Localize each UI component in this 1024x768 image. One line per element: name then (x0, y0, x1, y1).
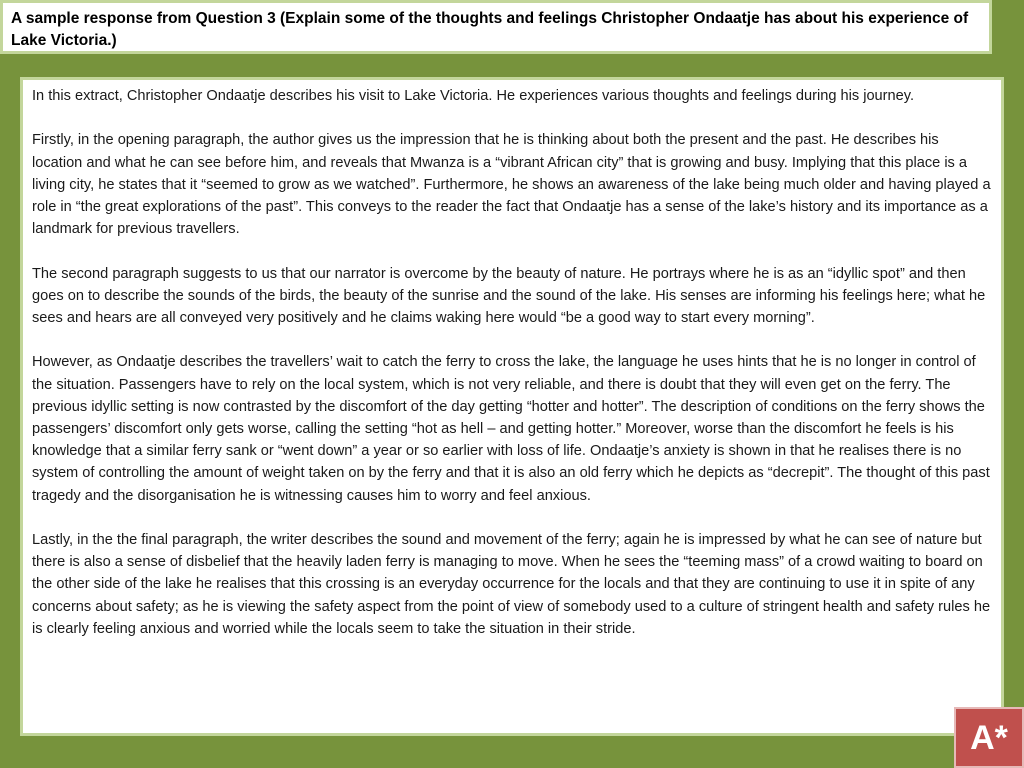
question-title-box (0, 0, 992, 54)
response-paragraph-last: Lastly, in the the final paragraph, the writer describes the sound and movement of the ferry; again he is impressed by what he can see of nature but there is also a sense of disbelief that the heavily laden ferry is managing to move. When he sees the “teeming mass” of a crowd waiting to board on the other side of the lake he realises that this crossing is an everyday occurrence for the locals and that they are continuing to use it in spite of any concerns about safety; as he is viewing the safety aspect from the point of view of somebody used to a culture of stringent health and safety rules he is clearly feeling anxious and worried while the locals seem to take the situation in their stride. (32, 532, 991, 637)
question-title: A sample response from Question 3 (Explain some of the thoughts and feelings Christopher Ondaatje has about his experience of Lake Victoria.) (11, 10, 969, 49)
sample-response-box (20, 77, 1004, 736)
grade-badge (954, 707, 1024, 768)
response-paragraph-intro: In this extract, Christopher Ondaatje describes his visit to Lake Victoria. He experiences various thoughts and feelings during his journey. (32, 88, 915, 104)
response-paragraph-first: Firstly, in the opening paragraph, the author gives us the impression that he is thinking about both the present and the past. He describes his location and what he can see before him, and reveals that Mwanza is a “vibrant African city” that is growing and busy. Implying that this place is a living city, he states that it “seemed to grow as we watched”. Furthermore, he shows an awareness of the lake being much older and having played a role in “the great explorations of the past”. This conveys to the reader the fact that Ondaatje has a sense of the lake’s history and its importance as a landmark for previous travellers. (32, 132, 991, 238)
response-paragraph-third: However, as Ondaatje describes the travellers’ wait to catch the ferry to cross the lake, the language he uses hints that he is no longer in control of the situation. Passengers have to rely on the local system, which is not very reliable, and there is doubt that they will even get on the ferry. The previous idyllic setting is now contrasted by the discomfort of the day getting “hotter and hotter”. The description of conditions on the ferry shows the passengers’ discomfort only gets worse, calling the setting “hot as hell – and getting hotter.” Moreover, worse than the discomfort he feels is his knowledge that a similar ferry sank or “went down” a year or so earlier with loss of life. Ondaatje’s anxiety is shown in that he realises there is no system of controlling the amount of weight taken on by the ferry and that it is also an old ferry which he depicts as “decrepit”. The thought of this past tragedy and the disorganisation he is witnessing causes him to worry and feel anxious. (32, 354, 990, 504)
response-paragraph-second: The second paragraph suggests to us that our narrator is overcome by the beauty of nature. He portrays where he is as an “idyllic spot” and then goes on to describe the sounds of the birds, the beauty of the sunrise and the sound of the lake. His senses are informing his feelings here; what he sees and hears are all conveyed very positively and he claims waking here would “be a good way to start every morning”. (32, 265, 986, 326)
grade-label: A* (970, 718, 1008, 757)
